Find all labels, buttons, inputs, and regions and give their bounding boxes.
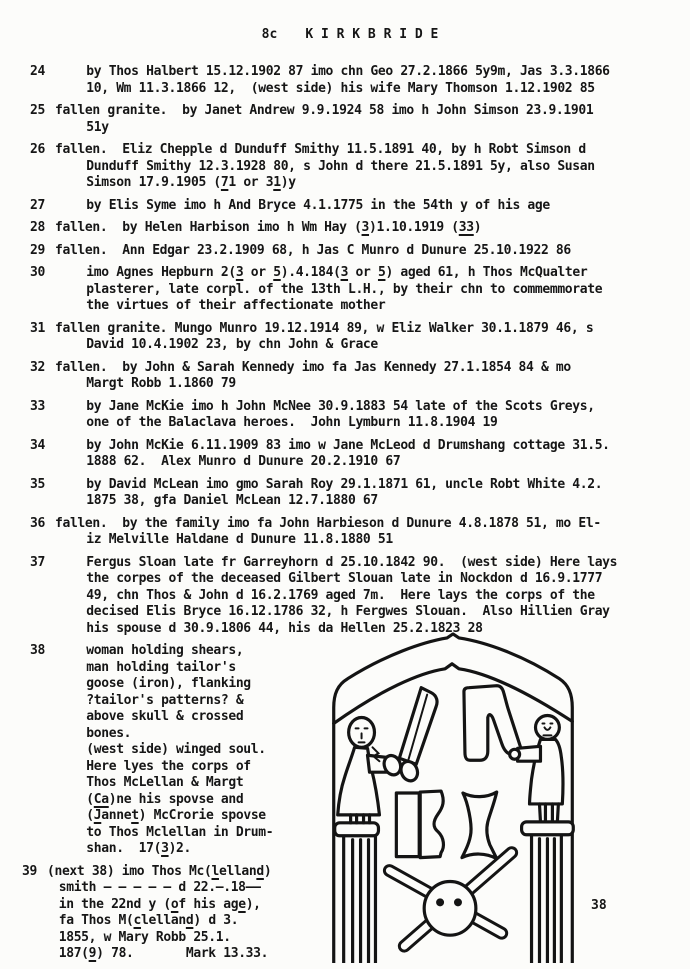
entry-line: the corpes of the deceased Gilbert Slouan late in Nockdon d 16.9.1777 [86, 571, 603, 586]
entry-line: by John McKie 6.11.1909 83 imo w Jane McLeod d Drumshang cottage 31.5. [86, 437, 610, 453]
entry [30, 220, 690, 237]
entry-line: 51y [86, 119, 109, 135]
entry-text [55, 321, 593, 354]
entry-number: 26 [30, 142, 45, 157]
gravestone-drawing [318, 632, 590, 963]
entry-text [47, 864, 271, 963]
entry-line: bones. [86, 725, 132, 741]
entry [30, 103, 690, 136]
entry [30, 265, 690, 315]
entry-text [55, 643, 273, 858]
entry [30, 360, 690, 393]
entry-line: to Thos Mclellan in Drum- [86, 824, 274, 840]
entry-line: Simson 17.9.1905 (71 or 31)y [86, 175, 296, 190]
entry-number: 28 [30, 220, 45, 235]
entry-line: fallen. Ann Edgar 23.2.1909 68, h Jas C Munro d Dunure 25.10.1922 86 [55, 242, 571, 258]
entry-number: 32 [30, 359, 45, 375]
entry-text [55, 220, 481, 237]
entry-number: 31 [30, 320, 45, 336]
entry-line: woman holding shears, [86, 643, 244, 658]
entry-text [55, 477, 602, 510]
entry-text [55, 555, 617, 638]
entry-line: Dunduff Smithy 12.3.1928 80, s John d there 21.5.1891 5y, also Susan [86, 158, 595, 174]
page-number-label: 8c [261, 26, 278, 42]
entry-line: plasterer, late corpl. of the 13th L.H., by their chn to commemmorate [86, 281, 603, 297]
entry-line: in the 22nd y (of his age), [58, 896, 261, 912]
entry-line: fallen. by Helen Harbison imo h Wm Hay (3)1.10.1919 (33) [55, 220, 482, 235]
entry-text [55, 198, 550, 215]
entry-line: shan. 17(3)2. [86, 841, 191, 856]
entry-text [55, 438, 610, 471]
entry-line: smith – – – – – d 22.–.18–– [58, 880, 261, 895]
entry-line: Thos McLellan & Margt [86, 775, 244, 790]
entry-text [55, 243, 571, 260]
entry-line: fallen. by the family imo fa John Harbieson d Dunure 4.8.1878 51, mo El- [55, 515, 601, 531]
skull-crossbones-icon [389, 853, 511, 946]
entry-line: one of the Balaclava heroes. John Lymburn 11.8.1904 19 [86, 415, 498, 430]
right-column [522, 822, 574, 963]
entry-number: 29 [30, 242, 45, 258]
entry-number: 39 [22, 863, 37, 879]
entry-text [55, 103, 593, 136]
entry-line: (Ca)ne his spovse and [86, 791, 244, 807]
entry-line: Margt Robb 1.1860 79 [86, 376, 236, 391]
left-column [335, 823, 379, 963]
entry-number: 37 [30, 554, 45, 570]
entry-text [55, 64, 610, 97]
entry-line: imo Agnes Hepburn 2(3 or 5).4.184(3 or 5) aged 61, h Thos McQualter [86, 265, 588, 280]
entry-line: fallen. by John & Sarah Kennedy imo fa Jas Kennedy 27.1.1854 84 & mo [55, 359, 571, 375]
entry-number: 35 [30, 476, 45, 492]
entry-number: 25 [30, 103, 45, 118]
entry-line: 1888 62. Alex Munro d Dunure 20.2.1910 67 [86, 454, 401, 469]
entry-line: 1855, w Mary Robb 25.1. [58, 929, 231, 945]
entry-text [55, 399, 595, 432]
entry-line: above skull & crossed [86, 709, 244, 724]
entry-line: by Elis Syme imo h And Bryce 4.1.1775 in the 54th y of his age [86, 197, 550, 213]
shears-icon [381, 688, 437, 784]
entry-line: the virtues of their affectionate mother [86, 298, 386, 313]
tailors-patterns-icon [396, 791, 496, 859]
entry [30, 64, 690, 97]
entry [30, 198, 690, 215]
entry-line: 187(9) 78. Mark 13.33. [58, 946, 269, 961]
entry-line: his spouse d 30.9.1806 44, his da Hellen 25.2.1823 28 [86, 620, 483, 636]
entry [30, 516, 690, 549]
entry-line: decised Elis Bryce 16.12.1786 32, h Fergwes Slouan. Also Hillien Gray [86, 604, 610, 619]
entry-line: by Jane McKie imo h John McNee 30.9.1883 54 late of the Scots Greys, [86, 398, 595, 414]
entry-number: 33 [30, 398, 45, 414]
entry [30, 243, 690, 260]
entry-line: 49, chn Thos & John d 16.2.1769 aged 7m. Here lays the corps of the [86, 587, 595, 603]
gravestone-figure [318, 632, 590, 963]
entry-line: fallen granite. by Janet Andrew 9.9.1924 58 imo h John Simson 23.9.1901 [55, 103, 594, 118]
entry-number: 38 [30, 643, 45, 658]
entry-line: (next 38) imo Thos Mc(lelland) [47, 863, 272, 879]
entry-text [55, 360, 571, 393]
page-header [246, 10, 438, 43]
entry-line: by Thos Halbert 15.12.1902 87 imo chn Geo 27.2.1866 5y9m, Jas 3.3.1866 [86, 64, 610, 79]
entry-line: Here lyes the corps of [86, 758, 251, 774]
entry-line: (Jannet) McCrorie spovse [86, 808, 266, 823]
entry-text [55, 516, 601, 549]
entry [30, 142, 690, 192]
entry-number: 27 [30, 197, 45, 213]
entry-line: 10, Wm 11.3.1866 12, (west side) his wife Mary Thomson 1.12.1902 85 [86, 80, 595, 96]
entry [30, 555, 690, 638]
entry-line: (west side) winged soul. [86, 742, 266, 757]
entry-text [55, 142, 595, 192]
right-figure [510, 715, 563, 821]
entry-number: 30 [30, 265, 45, 280]
entry [30, 399, 690, 432]
entry-line: David 10.4.1902 23, by chn John & Grace [86, 337, 378, 352]
entry-line: man holding tailor's [86, 659, 236, 675]
entry-line: goose (iron), flanking [86, 676, 251, 691]
entry-number: 24 [30, 64, 45, 79]
page-title: K I R K B R I D E [305, 26, 439, 42]
entry [30, 321, 690, 354]
entry-line: fallen granite. Mungo Munro 19.12.1914 89, w Eliz Walker 30.1.1879 46, s [55, 320, 594, 336]
entry-line: iz Melville Haldane d Dunure 11.8.1880 51 [86, 532, 393, 547]
entry-number: 36 [30, 515, 45, 531]
entry-line: by David McLean imo gmo Sarah Roy 29.1.1871 61, uncle Robt White 4.2. [86, 476, 603, 492]
entry [30, 477, 690, 510]
entry-line: ?tailor's patterns? & [86, 692, 244, 708]
entry-line: fa Thos M(clelland) d 3. [58, 913, 239, 928]
entry-number: 34 [30, 437, 45, 453]
figure-number-label: 38 [591, 898, 607, 913]
entry-line: fallen. Eliz Chepple d Dunduff Smithy 11.5.1891 40, by h Robt Simson d [55, 142, 586, 157]
entry-line: Fergus Sloan late fr Garreyhorn d 25.10.1842 90. (west side) Here lays [86, 554, 618, 570]
entry-text [55, 265, 602, 315]
entry-line: 1875 38, gfa Daniel McLean 12.7.1880 67 [86, 493, 378, 508]
entry [30, 438, 690, 471]
